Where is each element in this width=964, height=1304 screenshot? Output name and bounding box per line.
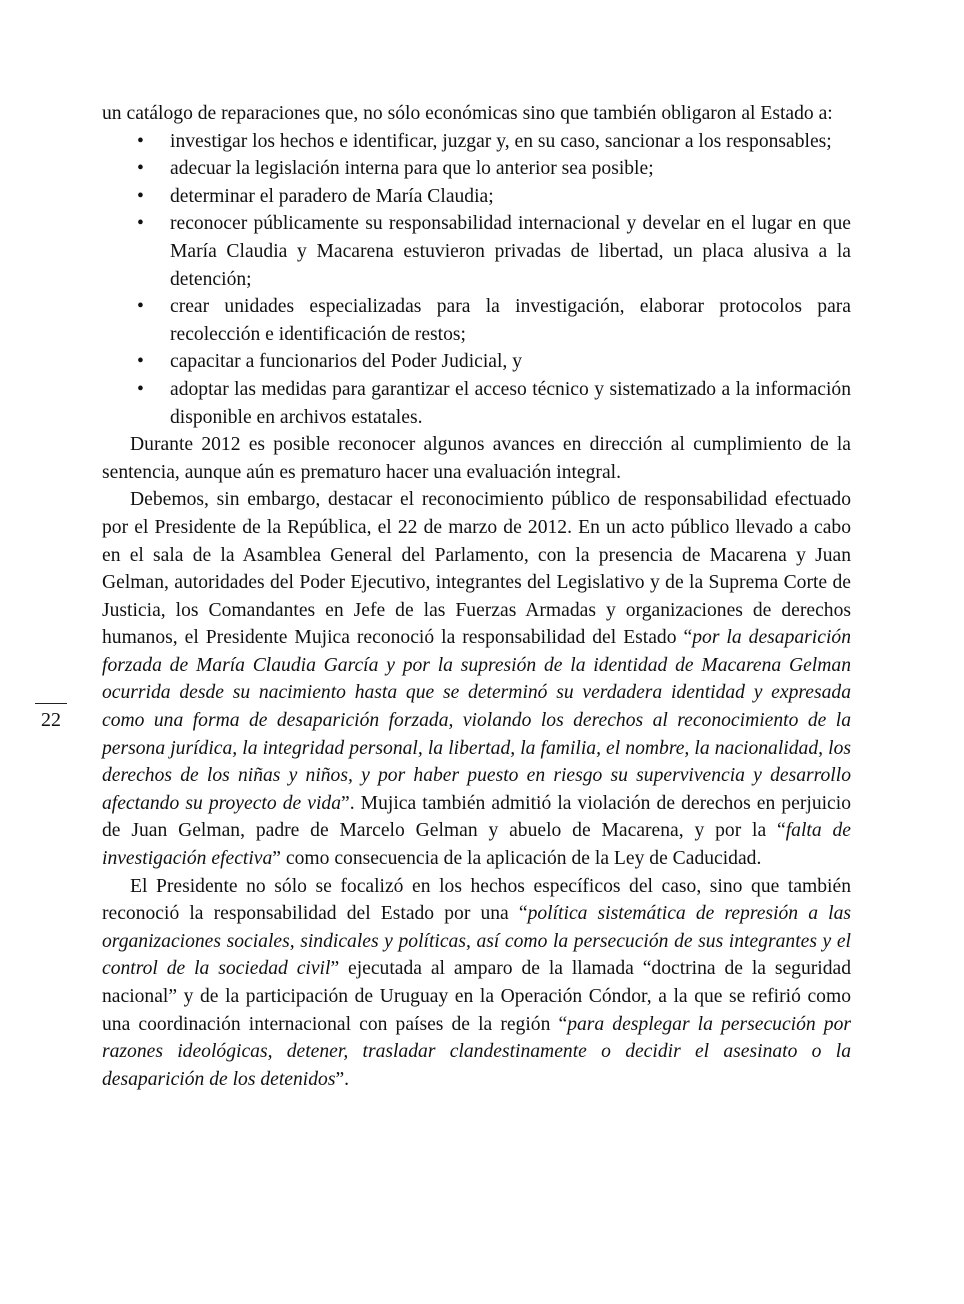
list-item-text: capacitar a funcionarios del Poder Judicial, y: [170, 351, 523, 373]
quote-text: para desplegar la persecución por razones ideológicas, detener, trasladar clandestinamente o decidir el asesinato o la desaparición de los detenidos: [102, 1013, 851, 1090]
quote-text: por la desaparición forzada de María Claudia García y por la supresión de la identidad de Macarena Gelman ocurrida desde su nacimiento hasta que se determinó su verdadera identidad y expresada como una forma de desaparición forzada, violando los derechos al reconocimiento de la persona jurídica, la integridad personal, la libertad, la familia, el nombre, la nacionalidad, los derechos de los niñas y niños, y por haber puesto en riesgo su supervivencia y desarrollo afectando su proyecto de vida: [102, 627, 851, 814]
paragraph-text: ”.: [335, 1068, 350, 1090]
list-item: [137, 348, 851, 376]
bullet-icon: •: [137, 351, 144, 373]
bullet-icon: •: [137, 158, 144, 180]
list-item-text: investigar los hechos e identificar, juzgar y, en su caso, sancionar a los responsables;: [170, 130, 832, 152]
quote-text: política sistemática de represión a las organizaciones sociales, sindicales y políticas, así como la persecución de sus integrantes y el control de la sociedad civil: [102, 903, 851, 980]
list-item: [137, 210, 851, 293]
paragraph-text: ” como consecuencia de la aplicación de la Ley de Caducidad.: [272, 848, 762, 870]
page-number: 22: [41, 709, 61, 731]
reparaciones-list: [102, 128, 851, 432]
list-item: [137, 293, 851, 348]
bullet-icon: •: [137, 378, 144, 400]
body-text: [102, 100, 851, 1093]
quote-text: falta de investigación efectiva: [102, 820, 851, 870]
bullet-icon: •: [137, 213, 144, 235]
list-item-text: adoptar las medidas para garantizar el acceso técnico y sistematizado a la información disponible en archivos estatales.: [170, 378, 851, 428]
list-item-text: determinar el paradero de María Claudia;: [170, 185, 494, 207]
bullet-icon: •: [137, 296, 144, 318]
intro-paragraph: un catálogo de reparaciones que, no sólo económicas sino que también obligaron al Estado a:: [102, 103, 833, 124]
bullet-icon: •: [137, 185, 144, 207]
paragraph-text: ”. Mujica también admitió la violación de derechos en perjuicio de Juan Gelman, padre de Marcelo Gelman y abuelo de Macarena, y por la “: [102, 792, 851, 842]
paragraph-text: El Presidente no sólo se focalizó en los hechos específicos del caso, sino que también reconoció la responsabilidad del Estado por una “: [102, 875, 851, 925]
paragraph-politica-sistematica: [102, 873, 851, 1094]
list-item: [137, 128, 851, 156]
paragraph-text: Debemos, sin embargo, destacar el reconocimiento público de responsabilidad efectuado por el Presidente de la República, el 22 de marzo de 2012. En un acto público llevado a cabo en el sala de la Asamblea General del Parlamento, con la presencia de Macarena y Juan Gelman, autoridades del Poder Ejecutivo, integrantes del Legislativo y de la Suprema Corte de Justicia, los Comandantes en Jefe de las Fuerzas Armadas y organizaciones de derechos humanos, el Presidente Mujica reconoció la responsabilidad del Estado “: [102, 489, 851, 649]
list-item: [137, 155, 851, 183]
list-item: [137, 183, 851, 211]
bullet-icon: •: [137, 130, 144, 152]
paragraph-avances: Durante 2012 es posible reconocer algunos avances en dirección al cumplimiento de la sentencia, aunque aún es prematuro hacer una evaluación integral.: [102, 434, 851, 483]
list-item-text: reconocer públicamente su responsabilidad internacional y develar en el lugar en que María Claudia y Macarena estuvieron privadas de libertad, un placa alusiva a la detención;: [170, 213, 851, 290]
paragraph-text: ” ejecutada al amparo de la llamada “doctrina de la seguridad nacional” y de la participación de Uruguay en la Operación Cóndor, a la que se refirió como una coordinación internacional con países de la región “: [102, 958, 852, 1035]
list-item: [137, 376, 851, 431]
list-item-text: crear unidades especializadas para la investigación, elaborar protocolos para recolección e identificación de restos;: [170, 296, 851, 345]
list-item-text: adecuar la legislación interna para que lo anterior sea posible;: [170, 158, 654, 180]
paragraph-reconocimiento: [102, 486, 851, 872]
page-number-rule: [35, 703, 67, 704]
